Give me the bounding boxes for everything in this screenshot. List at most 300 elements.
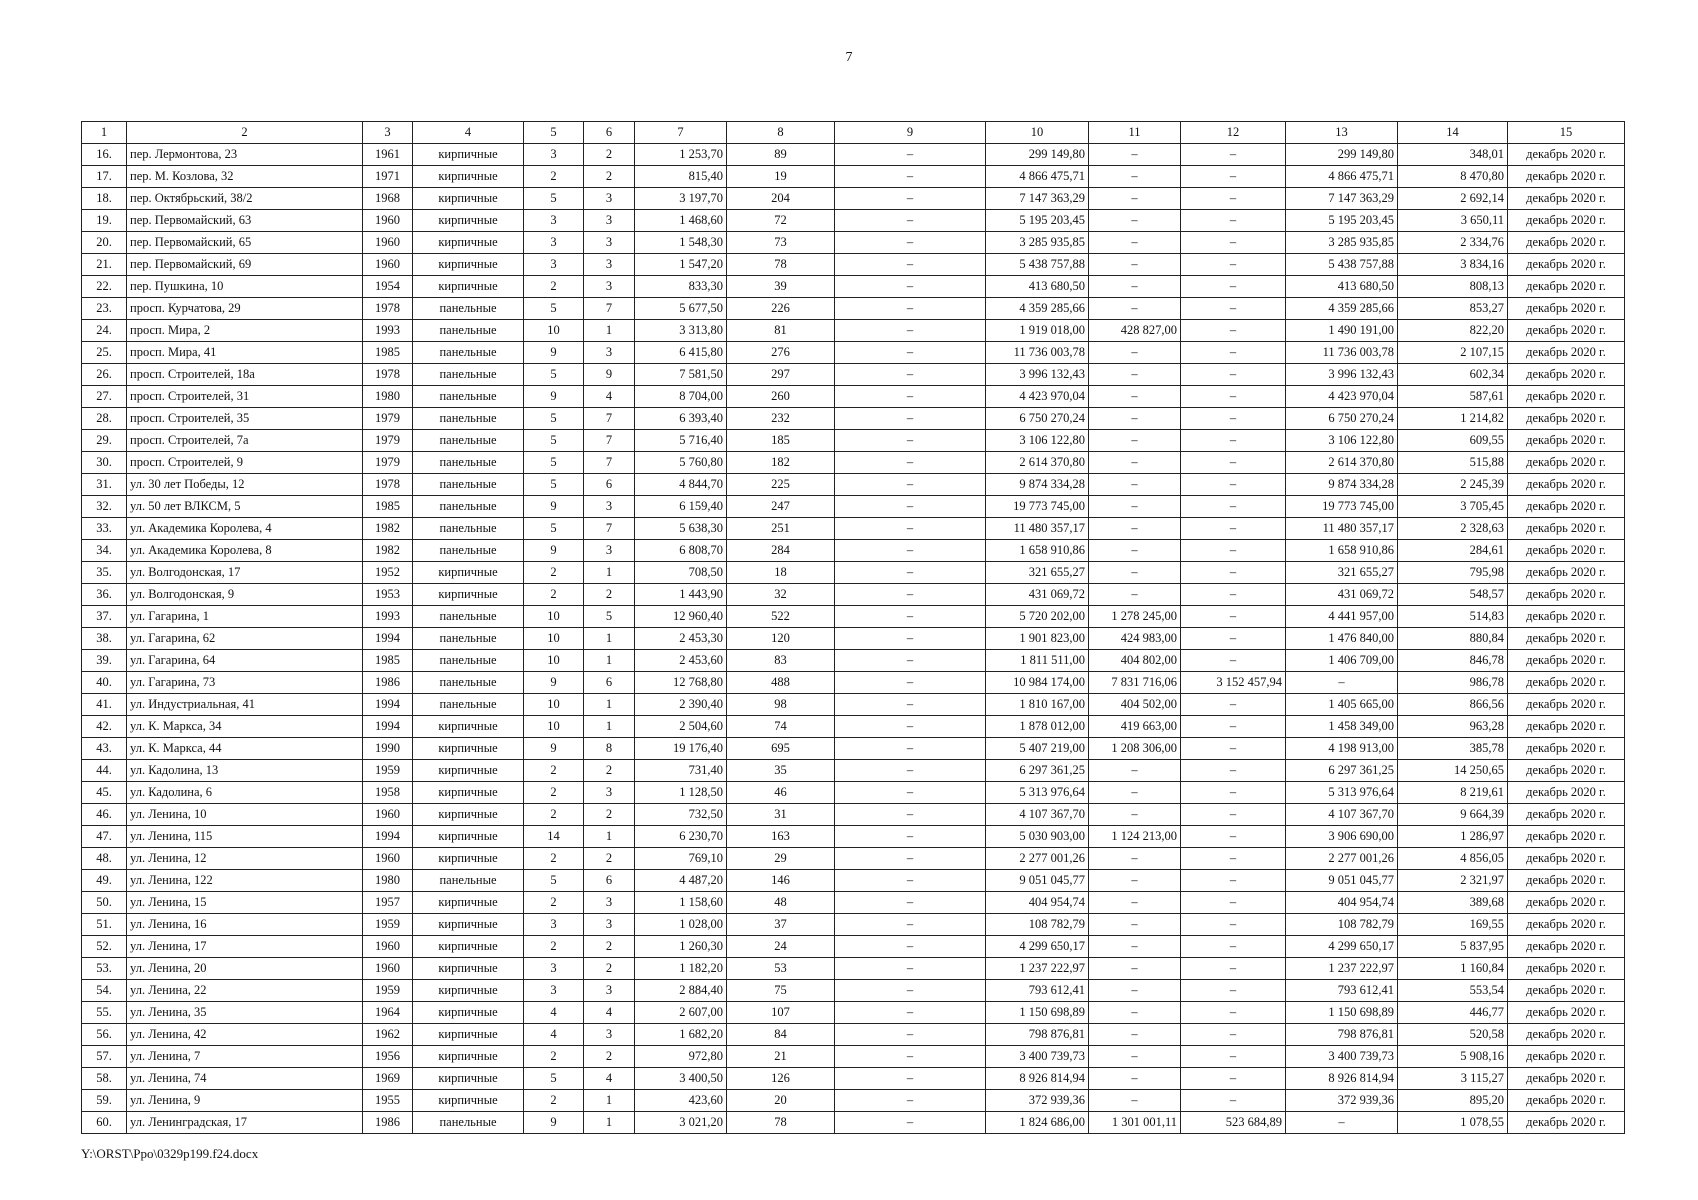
table-cell: 1959 bbox=[363, 914, 413, 936]
table-cell: – bbox=[835, 232, 986, 254]
table-cell: – bbox=[1181, 760, 1286, 782]
page-number: 7 bbox=[845, 50, 853, 65]
table-cell: 1 406 709,00 bbox=[1286, 650, 1398, 672]
table-cell: 7 bbox=[584, 430, 635, 452]
table-cell: 51. bbox=[82, 914, 127, 936]
table-cell: ул. Гагарина, 73 bbox=[127, 672, 363, 694]
table-cell: 404 502,00 bbox=[1089, 694, 1181, 716]
table-cell: 4 423 970,04 bbox=[1286, 386, 1398, 408]
data-table bbox=[81, 121, 1625, 1134]
table-row bbox=[82, 232, 1625, 254]
table-row bbox=[82, 870, 1625, 892]
table-cell: 1980 bbox=[363, 870, 413, 892]
table-cell: 3 285 935,85 bbox=[1286, 232, 1398, 254]
table-cell: панельные bbox=[413, 430, 524, 452]
table-cell: панельные bbox=[413, 298, 524, 320]
table-cell: 385,78 bbox=[1398, 738, 1508, 760]
table-cell: 182 bbox=[727, 452, 835, 474]
table-cell: 7 581,50 bbox=[635, 364, 727, 386]
table-cell: декабрь 2020 г. bbox=[1508, 958, 1625, 980]
table-cell: 1 160,84 bbox=[1398, 958, 1508, 980]
table-cell: декабрь 2020 г. bbox=[1508, 826, 1625, 848]
table-cell: 1 260,30 bbox=[635, 936, 727, 958]
table-cell: 9 bbox=[524, 386, 584, 408]
table-cell: 1 128,50 bbox=[635, 782, 727, 804]
table-cell: 55. bbox=[82, 1002, 127, 1024]
table-cell: 1 028,00 bbox=[635, 914, 727, 936]
table-cell: – bbox=[835, 738, 986, 760]
table-cell: 321 655,27 bbox=[986, 562, 1089, 584]
table-cell: ул. Ленина, 12 bbox=[127, 848, 363, 870]
table-cell: пер. М. Козлова, 32 bbox=[127, 166, 363, 188]
table-cell: – bbox=[835, 936, 986, 958]
table-cell: – bbox=[1089, 166, 1181, 188]
table-cell: 5 bbox=[524, 518, 584, 540]
table-cell: 10 bbox=[524, 716, 584, 738]
table-cell: панельные bbox=[413, 474, 524, 496]
table-cell: 48 bbox=[727, 892, 835, 914]
table-cell: 3 bbox=[524, 254, 584, 276]
table-cell: 3 bbox=[584, 540, 635, 562]
table-cell: кирпичные bbox=[413, 166, 524, 188]
table-cell: ул. К. Маркса, 44 bbox=[127, 738, 363, 760]
table-cell: 866,56 bbox=[1398, 694, 1508, 716]
table-cell: кирпичные bbox=[413, 980, 524, 1002]
table-cell: 1 443,90 bbox=[635, 584, 727, 606]
table-cell: 47. bbox=[82, 826, 127, 848]
table-cell: 73 bbox=[727, 232, 835, 254]
table-cell: 33. bbox=[82, 518, 127, 540]
table-row bbox=[82, 584, 1625, 606]
table-cell: 50. bbox=[82, 892, 127, 914]
table-cell: 815,40 bbox=[635, 166, 727, 188]
table-cell: 26. bbox=[82, 364, 127, 386]
table-cell: декабрь 2020 г. bbox=[1508, 606, 1625, 628]
table-cell: кирпичные bbox=[413, 254, 524, 276]
table-row bbox=[82, 914, 1625, 936]
table-cell: декабрь 2020 г. bbox=[1508, 342, 1625, 364]
table-cell: – bbox=[835, 298, 986, 320]
table-cell: 2 245,39 bbox=[1398, 474, 1508, 496]
table-cell: 120 bbox=[727, 628, 835, 650]
table-header-row bbox=[82, 122, 1625, 144]
table-cell: – bbox=[1181, 166, 1286, 188]
table-cell: декабрь 2020 г. bbox=[1508, 760, 1625, 782]
table-cell: 3 bbox=[584, 210, 635, 232]
table-cell: – bbox=[1089, 276, 1181, 298]
table-cell: 6 393,40 bbox=[635, 408, 727, 430]
table-cell: – bbox=[1089, 474, 1181, 496]
table-cell: – bbox=[1089, 144, 1181, 166]
table-cell: 587,61 bbox=[1398, 386, 1508, 408]
table-cell: декабрь 2020 г. bbox=[1508, 628, 1625, 650]
table-cell: – bbox=[835, 1112, 986, 1134]
table-cell: ул. Ленина, 22 bbox=[127, 980, 363, 1002]
table-cell: 4 bbox=[524, 1024, 584, 1046]
table-row bbox=[82, 364, 1625, 386]
table-cell: – bbox=[835, 342, 986, 364]
table-cell: декабрь 2020 г. bbox=[1508, 848, 1625, 870]
table-cell: 5 438 757,88 bbox=[986, 254, 1089, 276]
table-cell: 5 716,40 bbox=[635, 430, 727, 452]
table-cell: 1 286,97 bbox=[1398, 826, 1508, 848]
table-cell: декабрь 2020 г. bbox=[1508, 210, 1625, 232]
table-cell: 1 bbox=[584, 650, 635, 672]
table-cell: 56. bbox=[82, 1024, 127, 1046]
table-cell: кирпичные bbox=[413, 210, 524, 232]
table-cell: 5 bbox=[524, 1068, 584, 1090]
table-cell: – bbox=[1181, 188, 1286, 210]
table-cell: 8 bbox=[584, 738, 635, 760]
table-row bbox=[82, 980, 1625, 1002]
table-cell: 2 321,97 bbox=[1398, 870, 1508, 892]
table-cell: 2 277 001,26 bbox=[1286, 848, 1398, 870]
table-cell: 553,54 bbox=[1398, 980, 1508, 1002]
table-cell: кирпичные bbox=[413, 1046, 524, 1068]
table-cell: 4 423 970,04 bbox=[986, 386, 1089, 408]
table-cell: ул. Академика Королева, 4 bbox=[127, 518, 363, 540]
table-cell: – bbox=[1181, 1024, 1286, 1046]
table-cell: кирпичные bbox=[413, 562, 524, 584]
table-cell: ул. Ленина, 16 bbox=[127, 914, 363, 936]
table-cell: 2 453,60 bbox=[635, 650, 727, 672]
table-cell: декабрь 2020 г. bbox=[1508, 496, 1625, 518]
column-header: 4 bbox=[413, 122, 524, 144]
table-cell: 1 405 665,00 bbox=[1286, 694, 1398, 716]
table-cell: – bbox=[835, 650, 986, 672]
table-cell: 45. bbox=[82, 782, 127, 804]
table-cell: декабрь 2020 г. bbox=[1508, 870, 1625, 892]
table-cell: – bbox=[835, 254, 986, 276]
column-header: 3 bbox=[363, 122, 413, 144]
table-cell: 2 453,30 bbox=[635, 628, 727, 650]
table-cell: 3 650,11 bbox=[1398, 210, 1508, 232]
table-row bbox=[82, 672, 1625, 694]
table-cell: ул. Ленина, 20 bbox=[127, 958, 363, 980]
table-cell: 1 919 018,00 bbox=[986, 320, 1089, 342]
table-cell: 46 bbox=[727, 782, 835, 804]
table-cell: 3 106 122,80 bbox=[1286, 430, 1398, 452]
table-cell: 42. bbox=[82, 716, 127, 738]
table-row bbox=[82, 694, 1625, 716]
table-cell: – bbox=[835, 1090, 986, 1112]
table-cell: декабрь 2020 г. bbox=[1508, 320, 1625, 342]
table-cell: – bbox=[1181, 848, 1286, 870]
table-cell: 9 874 334,28 bbox=[986, 474, 1089, 496]
table-cell: 4 359 285,66 bbox=[986, 298, 1089, 320]
table-cell: ул. Ленина, 17 bbox=[127, 936, 363, 958]
table-cell: панельные bbox=[413, 628, 524, 650]
table-cell: 4 bbox=[524, 1002, 584, 1024]
table-cell: 1986 bbox=[363, 672, 413, 694]
table-cell: – bbox=[1181, 540, 1286, 562]
table-cell: ул. Волгодонская, 17 bbox=[127, 562, 363, 584]
table-cell: кирпичные bbox=[413, 584, 524, 606]
table-cell: 520,58 bbox=[1398, 1024, 1508, 1046]
table-row bbox=[82, 760, 1625, 782]
table-cell: 9 bbox=[524, 1112, 584, 1134]
table-cell: ул. Гагарина, 62 bbox=[127, 628, 363, 650]
table-cell: 60. bbox=[82, 1112, 127, 1134]
column-header: 8 bbox=[727, 122, 835, 144]
table-cell: – bbox=[1181, 716, 1286, 738]
table-cell: панельные bbox=[413, 540, 524, 562]
table-cell: декабрь 2020 г. bbox=[1508, 276, 1625, 298]
table-cell: – bbox=[1181, 474, 1286, 496]
table-cell: декабрь 2020 г. bbox=[1508, 518, 1625, 540]
table-cell: 9 bbox=[584, 364, 635, 386]
table-cell: – bbox=[1089, 760, 1181, 782]
table-cell: 1986 bbox=[363, 1112, 413, 1134]
table-cell: 12 768,80 bbox=[635, 672, 727, 694]
table-cell: декабрь 2020 г. bbox=[1508, 914, 1625, 936]
table-row bbox=[82, 320, 1625, 342]
table-cell: 1993 bbox=[363, 320, 413, 342]
table-cell: 5 313 976,64 bbox=[1286, 782, 1398, 804]
table-cell: – bbox=[835, 562, 986, 584]
table-cell: декабрь 2020 г. bbox=[1508, 804, 1625, 826]
table-cell: 5 bbox=[524, 188, 584, 210]
table-cell: декабрь 2020 г. bbox=[1508, 1024, 1625, 1046]
table-cell: – bbox=[1089, 210, 1181, 232]
table-cell: 793 612,41 bbox=[986, 980, 1089, 1002]
table-cell: 1969 bbox=[363, 1068, 413, 1090]
table-cell: 419 663,00 bbox=[1089, 716, 1181, 738]
table-cell: декабрь 2020 г. bbox=[1508, 980, 1625, 1002]
table-cell: кирпичные bbox=[413, 144, 524, 166]
column-header: 14 bbox=[1398, 122, 1508, 144]
table-row bbox=[82, 408, 1625, 430]
table-cell: 1 824 686,00 bbox=[986, 1112, 1089, 1134]
table-cell: 1968 bbox=[363, 188, 413, 210]
table-cell: 3 021,20 bbox=[635, 1112, 727, 1134]
table-cell: ул. Кадолина, 13 bbox=[127, 760, 363, 782]
table-cell: 3 906 690,00 bbox=[1286, 826, 1398, 848]
table-cell: 38. bbox=[82, 628, 127, 650]
table-cell: 8 926 814,94 bbox=[1286, 1068, 1398, 1090]
column-header: 1 bbox=[82, 122, 127, 144]
table-cell: – bbox=[835, 166, 986, 188]
table-cell: 5 760,80 bbox=[635, 452, 727, 474]
table-cell: 424 983,00 bbox=[1089, 628, 1181, 650]
table-cell: 1 253,70 bbox=[635, 144, 727, 166]
table-cell: 84 bbox=[727, 1024, 835, 1046]
table-cell: 11 480 357,17 bbox=[986, 518, 1089, 540]
table-row bbox=[82, 298, 1625, 320]
table-cell: 10 bbox=[524, 628, 584, 650]
table-cell: – bbox=[1089, 782, 1181, 804]
table-cell: 3 400,50 bbox=[635, 1068, 727, 1090]
table-cell: 23. bbox=[82, 298, 127, 320]
table-cell: 9 051 045,77 bbox=[986, 870, 1089, 892]
table-cell: просп. Мира, 41 bbox=[127, 342, 363, 364]
table-cell: декабрь 2020 г. bbox=[1508, 694, 1625, 716]
table-cell: 1956 bbox=[363, 1046, 413, 1068]
table-cell: 1 208 306,00 bbox=[1089, 738, 1181, 760]
table-cell: 5 bbox=[524, 408, 584, 430]
table-cell: 695 bbox=[727, 738, 835, 760]
table-cell: 1 bbox=[584, 1112, 635, 1134]
table-cell: 185 bbox=[727, 430, 835, 452]
table-cell: панельные bbox=[413, 342, 524, 364]
table-cell: 1 bbox=[584, 628, 635, 650]
table-cell: 769,10 bbox=[635, 848, 727, 870]
table-cell: 2 bbox=[584, 804, 635, 826]
table-cell: пер. Первомайский, 63 bbox=[127, 210, 363, 232]
table-cell: 108 782,79 bbox=[986, 914, 1089, 936]
table-cell: 2 614 370,80 bbox=[1286, 452, 1398, 474]
table-cell: 32. bbox=[82, 496, 127, 518]
table-cell: 1994 bbox=[363, 628, 413, 650]
table-cell: 2 107,15 bbox=[1398, 342, 1508, 364]
table-cell: 9 bbox=[524, 738, 584, 760]
table-cell: 5 407 219,00 bbox=[986, 738, 1089, 760]
table-cell: 1961 bbox=[363, 144, 413, 166]
table-cell: 6 bbox=[584, 870, 635, 892]
table-cell: 3 bbox=[584, 782, 635, 804]
table-cell: – bbox=[1181, 826, 1286, 848]
table-cell: – bbox=[835, 1024, 986, 1046]
table-cell: 6 808,70 bbox=[635, 540, 727, 562]
table-cell: декабрь 2020 г. bbox=[1508, 188, 1625, 210]
table-cell: панельные bbox=[413, 320, 524, 342]
table-cell: 4 bbox=[584, 1002, 635, 1024]
table-cell: 428 827,00 bbox=[1089, 320, 1181, 342]
table-row bbox=[82, 1112, 1625, 1134]
table-cell: – bbox=[835, 760, 986, 782]
table-cell: – bbox=[1089, 848, 1181, 870]
table-cell: 1979 bbox=[363, 452, 413, 474]
table-cell: 2 614 370,80 bbox=[986, 452, 1089, 474]
table-cell: – bbox=[1181, 782, 1286, 804]
table-cell: 2 bbox=[584, 166, 635, 188]
table-cell: 1 bbox=[584, 716, 635, 738]
table-cell: 1958 bbox=[363, 782, 413, 804]
table-cell: панельные bbox=[413, 408, 524, 430]
table-cell: 276 bbox=[727, 342, 835, 364]
table-cell: – bbox=[1089, 1046, 1181, 1068]
table-cell: 4 487,20 bbox=[635, 870, 727, 892]
table-cell: просп. Мира, 2 bbox=[127, 320, 363, 342]
column-header: 7 bbox=[635, 122, 727, 144]
table-cell: 413 680,50 bbox=[986, 276, 1089, 298]
table-cell: 2 bbox=[584, 760, 635, 782]
table-cell: 2 884,40 bbox=[635, 980, 727, 1002]
table-cell: 2 bbox=[524, 562, 584, 584]
table-cell: 52. bbox=[82, 936, 127, 958]
table-cell: 1964 bbox=[363, 1002, 413, 1024]
table-cell: – bbox=[835, 386, 986, 408]
table-cell: 53 bbox=[727, 958, 835, 980]
table-cell: 708,50 bbox=[635, 562, 727, 584]
table-cell: 853,27 bbox=[1398, 298, 1508, 320]
table-cell: 2 bbox=[524, 276, 584, 298]
table-cell: декабрь 2020 г. bbox=[1508, 540, 1625, 562]
table-cell: 5 677,50 bbox=[635, 298, 727, 320]
table-cell: декабрь 2020 г. bbox=[1508, 716, 1625, 738]
table-cell: – bbox=[1286, 1112, 1398, 1134]
table-cell: 8 704,00 bbox=[635, 386, 727, 408]
table-row bbox=[82, 166, 1625, 188]
table-cell: 107 bbox=[727, 1002, 835, 1024]
table-cell: 3 bbox=[584, 1024, 635, 1046]
table-cell: 1 468,60 bbox=[635, 210, 727, 232]
table-cell: 2 bbox=[584, 584, 635, 606]
table-cell: 1 658 910,86 bbox=[1286, 540, 1398, 562]
table-cell: 232 bbox=[727, 408, 835, 430]
table-cell: 5 195 203,45 bbox=[986, 210, 1089, 232]
table-row bbox=[82, 1024, 1625, 1046]
table-cell: 53. bbox=[82, 958, 127, 980]
table-cell: 986,78 bbox=[1398, 672, 1508, 694]
table-cell: ул. Ленина, 115 bbox=[127, 826, 363, 848]
table-cell: 1 150 698,89 bbox=[1286, 1002, 1398, 1024]
table-cell: – bbox=[835, 672, 986, 694]
table-cell: – bbox=[1181, 1090, 1286, 1112]
table-cell: 19. bbox=[82, 210, 127, 232]
table-cell: 28. bbox=[82, 408, 127, 430]
table-cell: кирпичные bbox=[413, 804, 524, 826]
table-cell: 795,98 bbox=[1398, 562, 1508, 584]
table-cell: – bbox=[1181, 232, 1286, 254]
table-cell: 1 237 222,97 bbox=[986, 958, 1089, 980]
table-cell: 2 bbox=[524, 760, 584, 782]
table-cell: – bbox=[1181, 320, 1286, 342]
table-cell: 798 876,81 bbox=[1286, 1024, 1398, 1046]
table-cell: – bbox=[835, 958, 986, 980]
table-cell: 1962 bbox=[363, 1024, 413, 1046]
table-cell: 74 bbox=[727, 716, 835, 738]
table-cell: ул. Ленина, 74 bbox=[127, 1068, 363, 1090]
table-cell: 1994 bbox=[363, 694, 413, 716]
table-cell: 6 750 270,24 bbox=[1286, 408, 1398, 430]
table-cell: кирпичные bbox=[413, 958, 524, 980]
table-cell: – bbox=[835, 188, 986, 210]
table-cell: 299 149,80 bbox=[986, 144, 1089, 166]
table-cell: 1 bbox=[584, 1090, 635, 1112]
table-cell: 3 285 935,85 bbox=[986, 232, 1089, 254]
table-cell: – bbox=[835, 848, 986, 870]
table-cell: 9 bbox=[524, 342, 584, 364]
table-cell: – bbox=[1181, 364, 1286, 386]
table-cell: ул. Ленина, 7 bbox=[127, 1046, 363, 1068]
table-cell: – bbox=[1089, 232, 1181, 254]
table-cell: кирпичные bbox=[413, 188, 524, 210]
table-cell: 49. bbox=[82, 870, 127, 892]
table-cell: 321 655,27 bbox=[1286, 562, 1398, 584]
table-cell: декабрь 2020 г. bbox=[1508, 1002, 1625, 1024]
table-cell: декабрь 2020 г. bbox=[1508, 408, 1625, 430]
table-cell: ул. Гагарина, 64 bbox=[127, 650, 363, 672]
table-cell: 822,20 bbox=[1398, 320, 1508, 342]
table-cell: 5 bbox=[524, 298, 584, 320]
table-cell: ул. Ленина, 42 bbox=[127, 1024, 363, 1046]
table-cell: 6 297 361,25 bbox=[1286, 760, 1398, 782]
table-cell: 895,20 bbox=[1398, 1090, 1508, 1112]
table-cell: 348,01 bbox=[1398, 144, 1508, 166]
column-header: 2 bbox=[127, 122, 363, 144]
table-cell: – bbox=[835, 452, 986, 474]
table-cell: ул. 50 лет ВЛКСМ, 5 bbox=[127, 496, 363, 518]
table-cell: 14 250,65 bbox=[1398, 760, 1508, 782]
table-cell: – bbox=[835, 694, 986, 716]
table-cell: 9 bbox=[524, 496, 584, 518]
table-cell: – bbox=[1181, 584, 1286, 606]
table-cell: 846,78 bbox=[1398, 650, 1508, 672]
table-cell: – bbox=[1181, 1002, 1286, 1024]
table-cell: 11 736 003,78 bbox=[986, 342, 1089, 364]
table-cell: 44. bbox=[82, 760, 127, 782]
